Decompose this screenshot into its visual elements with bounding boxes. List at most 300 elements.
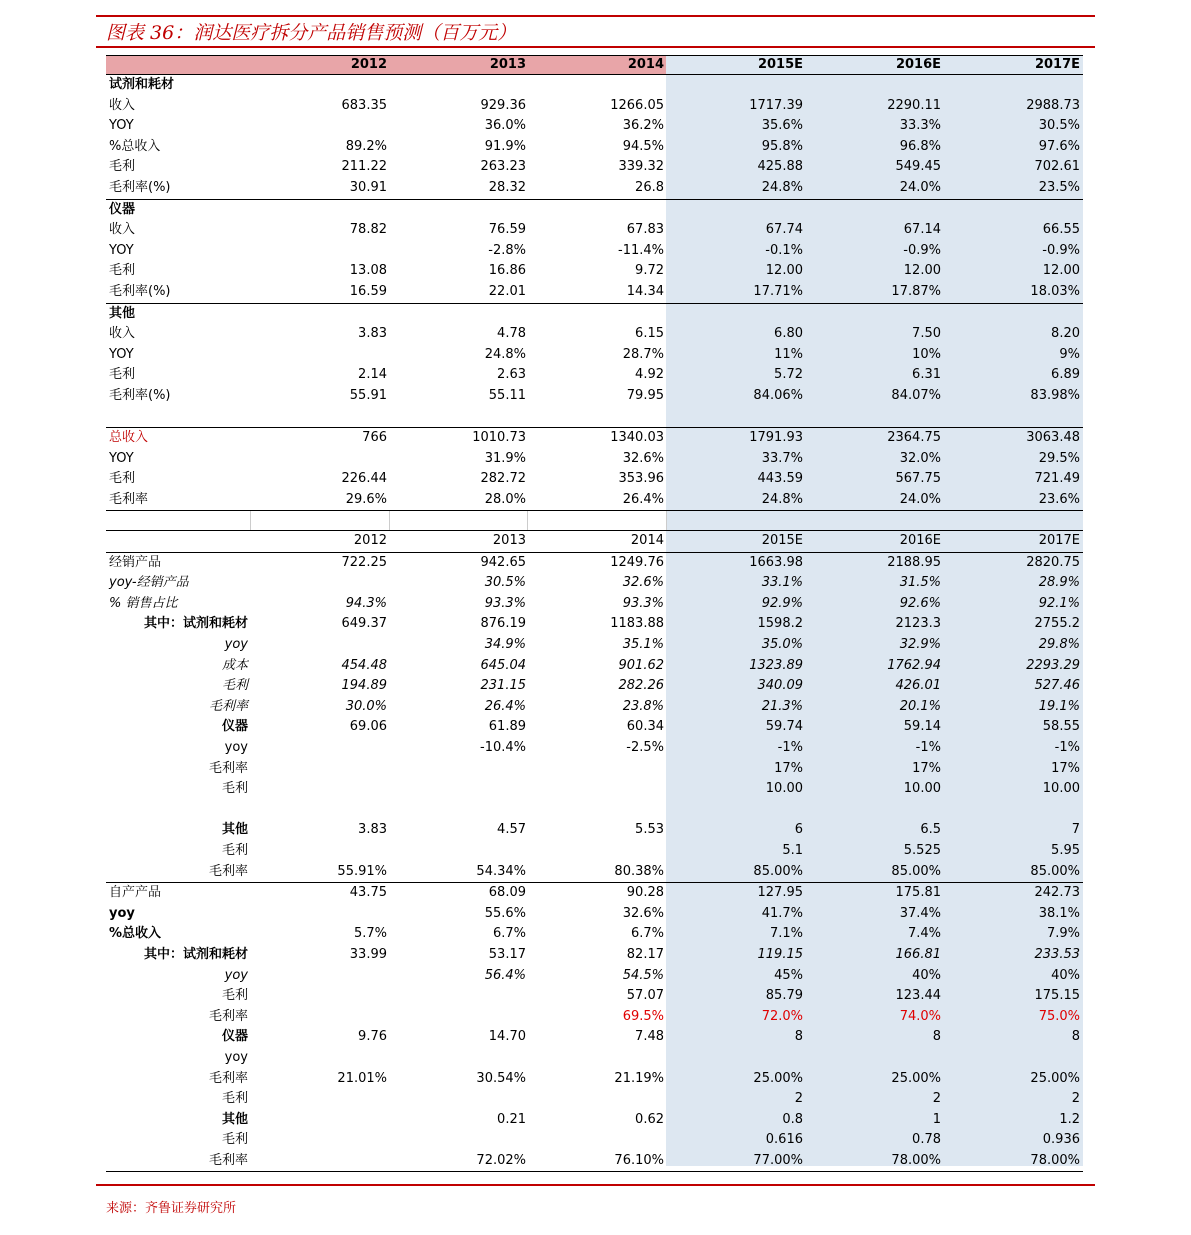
cell-value: 61.89 [488, 719, 526, 735]
cell-value: 67.83 [626, 222, 664, 238]
cell-value: 766 [362, 430, 387, 446]
cell-value: 85.00% [1030, 863, 1080, 879]
cell-value: 74.0% [899, 1008, 941, 1024]
cell-value: 0.21 [497, 1111, 526, 1127]
cell-value: 282.72 [480, 471, 526, 487]
cell-value: 4.57 [497, 822, 526, 838]
cell-value: 1598.2 [757, 616, 803, 632]
cell-value: 6.31 [912, 367, 941, 383]
cell-value: 26.4% [622, 491, 664, 507]
cell-value: 2013 [492, 533, 526, 549]
row-label: %总收入 [109, 926, 162, 942]
cell-value: 231.15 [480, 678, 526, 694]
cell-value: 40% [912, 967, 941, 983]
table-row [106, 656, 1083, 677]
cell-value: 3.83 [358, 822, 387, 838]
cell-value: 2 [1071, 1091, 1080, 1107]
table-row [106, 738, 1083, 759]
cell-value: 28.0% [484, 491, 526, 507]
cell-value: 9% [1059, 346, 1080, 362]
cell-value: 77.00% [753, 1152, 803, 1168]
cell-value: 22.01 [488, 283, 526, 299]
row-label: 毛利 [221, 988, 248, 1004]
cell-value: 23.8% [622, 698, 664, 714]
table-row [106, 220, 1083, 241]
row-label: 毛利 [221, 1132, 248, 1148]
table-row [106, 1130, 1083, 1151]
cell-value: 2293.29 [1026, 657, 1080, 673]
cell-value: 25.00% [753, 1070, 803, 1086]
cell-value: 30.5% [1038, 118, 1080, 134]
cell-value: 721.49 [1034, 471, 1080, 487]
cell-value: 1717.39 [749, 97, 803, 113]
cell-value: 54.5% [622, 967, 664, 983]
cell-value: 0.78 [912, 1132, 941, 1148]
cell-value: 1663.98 [749, 554, 803, 570]
table-row [106, 635, 1083, 656]
row-label: 仪器 [221, 1029, 248, 1045]
cell-value: 85.00% [753, 863, 803, 879]
table-row [106, 449, 1083, 470]
row-label: 其中：试剂和耗材 [143, 616, 248, 632]
row-label: 毛利 [109, 159, 136, 175]
cell-value: 35.1% [622, 637, 664, 653]
cell-value: 32.0% [899, 450, 941, 466]
cell-value: 38.1% [1038, 905, 1080, 921]
row-label: yoy-经销产品 [109, 575, 189, 591]
cell-value: 1323.89 [749, 657, 803, 673]
cell-value: 25.00% [891, 1070, 941, 1086]
row-label: YOY [109, 346, 134, 362]
cell-value: 3063.48 [1026, 430, 1080, 446]
cell-value: 2290.11 [887, 97, 941, 113]
table-row [106, 800, 1083, 821]
cell-value: 6.89 [1051, 367, 1080, 383]
section-divider [106, 510, 1083, 531]
cell-value: 1183.88 [610, 616, 664, 632]
cell-value: 92.9% [761, 595, 803, 611]
cell-value: 7.4% [907, 926, 941, 942]
cell-value: 16.59 [349, 283, 387, 299]
cell-value: 59.14 [903, 719, 941, 735]
table-row [106, 966, 1083, 987]
cell-value: 2820.75 [1026, 554, 1080, 570]
cell-value: 527.46 [1034, 678, 1080, 694]
cell-value: 2.63 [497, 367, 526, 383]
cell-value: 36.0% [484, 118, 526, 134]
table-row [106, 490, 1083, 511]
row-label: yoy [109, 905, 135, 921]
table-row [106, 553, 1083, 574]
row-label: %总收入 [109, 138, 161, 154]
header-row [106, 55, 1083, 75]
table-row [106, 304, 1083, 325]
cell-value: 11% [774, 346, 803, 362]
cell-value: 28.32 [488, 179, 526, 195]
cell-value: 10.00 [1042, 781, 1080, 797]
row-label: 毛利率 [208, 1070, 248, 1086]
divider-cell [106, 511, 667, 530]
cell-value: 353.96 [618, 471, 664, 487]
cell-value: 1249.76 [610, 554, 664, 570]
row-label: 毛利率(%) [109, 179, 171, 195]
table-row [106, 779, 1083, 800]
table-row [106, 261, 1083, 282]
cell-value: 85.79 [765, 988, 803, 1004]
table-row [106, 862, 1083, 884]
row-label: 毛利 [221, 1091, 248, 1107]
cell-value: 6.7% [492, 926, 526, 942]
table-row [106, 386, 1083, 407]
cell-value: 54.34% [476, 863, 526, 879]
table-row [106, 924, 1083, 945]
cell-value: 1 [932, 1111, 941, 1127]
cell-value: 175.81 [895, 885, 941, 901]
cell-value: 19.1% [1038, 698, 1080, 714]
row-label: 成本 [221, 657, 248, 673]
table-row [106, 75, 1083, 96]
cell-value: 24.0% [899, 491, 941, 507]
top-rule-lower [96, 46, 1095, 48]
cell-value: 72.02% [476, 1152, 526, 1168]
table-row [106, 945, 1083, 966]
row-label: YOY [109, 118, 134, 134]
cell-value: 32.6% [622, 575, 664, 591]
cell-value: 97.6% [1038, 138, 1080, 154]
cell-value: 263.23 [480, 159, 526, 175]
cell-value: 211.22 [341, 159, 387, 175]
cell-value: 95.8% [761, 138, 803, 154]
cell-value: 9.76 [358, 1029, 387, 1045]
cell-value: 2123.3 [895, 616, 941, 632]
row-label: 总收入 [109, 430, 149, 446]
cell-value: 2017E [1038, 533, 1080, 549]
cell-value: 226.44 [341, 471, 387, 487]
table-row [106, 676, 1083, 697]
cell-value: 12.00 [1042, 263, 1080, 279]
cell-value: 2014 [630, 533, 664, 549]
cell-value: 123.44 [895, 988, 941, 1004]
table-row [106, 428, 1083, 449]
row-label: 毛利 [221, 678, 248, 694]
row-label: 毛利 [109, 367, 136, 383]
cell-value: 1010.73 [472, 430, 526, 446]
cell-value: 35.0% [761, 637, 803, 653]
cell-value: 23.5% [1038, 179, 1080, 195]
cell-value: 10.00 [903, 781, 941, 797]
row-label: 其中：试剂和耗材 [143, 946, 248, 962]
cell-value: 5.525 [903, 842, 941, 858]
table-row [106, 1151, 1083, 1173]
cell-value: 69.06 [349, 719, 387, 735]
table-row [106, 407, 1083, 429]
cell-value: 31.5% [899, 575, 941, 591]
row-label: 毛利率(%) [109, 387, 171, 403]
cell-value: 29.8% [1038, 637, 1080, 653]
bottom-rule [96, 1184, 1095, 1186]
table-row [106, 200, 1083, 221]
cell-value: 7 [1071, 822, 1080, 838]
cell-value: -0.9% [903, 242, 941, 258]
cell-value: -1% [915, 740, 941, 755]
cell-value: 2.14 [358, 367, 387, 383]
cell-value: 28.9% [1038, 575, 1080, 591]
table-row [106, 614, 1083, 635]
cell-value: 876.19 [480, 616, 526, 632]
cell-value: 17.87% [891, 283, 941, 299]
row-label: 毛利 [221, 781, 248, 797]
cell-value: 78.00% [1030, 1152, 1080, 1168]
cell-value: 79.95 [626, 387, 664, 403]
cell-value: 24.8% [761, 179, 803, 195]
cell-value: 37.4% [899, 905, 941, 921]
cell-value: 1762.94 [887, 657, 941, 673]
cell-value: 72.0% [761, 1008, 803, 1024]
cell-value: 0.8 [782, 1111, 803, 1127]
cell-value: 722.25 [341, 554, 387, 570]
cell-value: 17% [1051, 760, 1080, 776]
cell-value: 4.78 [497, 326, 526, 342]
cell-value: 55.11 [488, 387, 526, 403]
cell-value: 33.1% [761, 575, 803, 591]
table-row [106, 365, 1083, 386]
table-row [106, 697, 1083, 718]
table-row [106, 1027, 1083, 1048]
cell-value: 12.00 [765, 263, 803, 279]
cell-value: 91.9% [484, 138, 526, 154]
table-row [106, 116, 1083, 137]
cell-value: 40% [1051, 967, 1080, 983]
cell-value: 45% [774, 967, 803, 983]
cell-value: 16.86 [488, 263, 526, 279]
cell-value: 31.9% [484, 450, 526, 466]
row-label: yoy [224, 967, 248, 983]
cell-value: 5.53 [635, 822, 664, 838]
cell-value: 5.1 [782, 842, 803, 858]
header-year: 2013 [489, 57, 526, 72]
cell-value: 3.83 [358, 326, 387, 342]
cell-value: 1.2 [1059, 1111, 1080, 1127]
cell-value: -2.8% [488, 242, 526, 258]
cell-value: 17% [774, 760, 803, 776]
cell-value: 6.7% [630, 926, 664, 942]
cell-value: 14.70 [488, 1029, 526, 1045]
cell-value: 2015E [761, 533, 803, 549]
cell-value: 57.07 [626, 988, 664, 1004]
cell-value: 0.62 [635, 1111, 664, 1127]
row-label: yoy [224, 740, 248, 755]
table-row [106, 282, 1083, 304]
row-label: YOY [109, 242, 134, 258]
cell-value: 78.00% [891, 1152, 941, 1168]
cell-value: 36.2% [622, 118, 664, 134]
cell-value: 2016E [899, 533, 941, 549]
row-label: 毛利率 [208, 1152, 248, 1168]
header-year: 2012 [350, 57, 387, 72]
table-row [106, 717, 1083, 738]
cell-value: 127.95 [757, 885, 803, 901]
cell-value: 66.55 [1042, 222, 1080, 238]
cell-value: 13.08 [349, 263, 387, 279]
cell-value: 85.00% [891, 863, 941, 879]
cell-value: 6.80 [774, 326, 803, 342]
row-label: 试剂和耗材 [109, 77, 175, 92]
cell-value: 7.50 [912, 326, 941, 342]
cell-value: 702.61 [1034, 159, 1080, 175]
cell-value: 96.8% [899, 138, 941, 154]
cell-value: 78.82 [349, 222, 387, 238]
row-label: 仪器 [109, 201, 136, 217]
cell-value: 683.35 [341, 97, 387, 113]
cell-value: 93.3% [484, 595, 526, 611]
header-year: 2016E [895, 57, 941, 72]
cell-value: 2012 [353, 533, 387, 549]
cell-value: 175.15 [1034, 988, 1080, 1004]
cell-value: 942.65 [480, 554, 526, 570]
table-row [106, 96, 1083, 117]
cell-value: 282.26 [618, 678, 664, 694]
table-row [106, 1089, 1083, 1110]
cell-value: 34.9% [484, 637, 526, 653]
cell-value: 33.99 [349, 946, 387, 962]
cell-value: 76.10% [614, 1152, 664, 1168]
cell-value: 2755.2 [1034, 616, 1080, 632]
table-row [106, 759, 1083, 780]
cell-value: 1340.03 [610, 430, 664, 446]
cell-value: 426.01 [895, 678, 941, 694]
cell-value: 21.01% [337, 1070, 387, 1086]
table-row [106, 1110, 1083, 1131]
cell-value: 60.34 [626, 719, 664, 735]
cell-value: 6.15 [635, 326, 664, 342]
cell-value: 2988.73 [1026, 97, 1080, 113]
cell-value: 14.34 [626, 283, 664, 299]
cell-value: 76.59 [488, 222, 526, 238]
cell-value: -2.5% [626, 740, 664, 755]
table-row [106, 1007, 1083, 1028]
cell-value: 67.14 [903, 222, 941, 238]
row-label: 毛利 [109, 263, 136, 279]
cell-value: 549.45 [895, 159, 941, 175]
header-year: 2015E [757, 57, 803, 72]
table-row [106, 1048, 1083, 1069]
cell-value: 649.37 [341, 616, 387, 632]
cell-value: 21.3% [761, 698, 803, 714]
cell-value: 55.91% [337, 863, 387, 879]
cell-value: 17.71% [753, 283, 803, 299]
cell-value: 18.03% [1030, 283, 1080, 299]
cell-value: 59.74 [765, 719, 803, 735]
cell-value: 92.1% [1038, 595, 1080, 611]
forecast-table [106, 75, 1083, 1172]
table-row [106, 573, 1083, 594]
cell-value: 9.72 [635, 263, 664, 279]
cell-value: 43.75 [349, 885, 387, 901]
header-year: 2017E [1034, 57, 1080, 72]
row-label: yoy [224, 637, 248, 653]
cell-value: 24.0% [899, 179, 941, 195]
cell-value: -10.4% [480, 740, 526, 755]
cell-value: 41.7% [761, 905, 803, 921]
cell-value: 93.3% [622, 595, 664, 611]
cell-value: 30.54% [476, 1070, 526, 1086]
cell-value: -1% [777, 740, 803, 755]
cell-value: 75.0% [1038, 1008, 1080, 1024]
row-label: 经销产品 [109, 554, 162, 570]
cell-value: 8 [794, 1029, 803, 1045]
cell-value: 567.75 [895, 471, 941, 487]
cell-value: -1% [1054, 740, 1080, 755]
cell-value: 58.55 [1042, 719, 1080, 735]
cell-value: 5.7% [353, 926, 387, 942]
cell-value: 7.1% [769, 926, 803, 942]
table-row [106, 986, 1083, 1007]
cell-value: 26.4% [484, 698, 526, 714]
cell-value: 10% [912, 346, 941, 362]
cell-value: 33.7% [761, 450, 803, 466]
row-label: 毛利率 [208, 1008, 248, 1024]
cell-value: 2364.75 [887, 430, 941, 446]
row-label: yoy [224, 1049, 248, 1065]
row-label: 毛利率 [208, 863, 248, 879]
cell-value: 8 [1071, 1029, 1080, 1045]
row-label: 毛利 [109, 471, 136, 487]
cell-value: 92.6% [899, 595, 941, 611]
row-label: 毛利率(%) [109, 283, 171, 299]
cell-value: 32.6% [622, 450, 664, 466]
cell-value: -11.4% [618, 242, 664, 258]
table-row [106, 594, 1083, 615]
table-row [106, 841, 1083, 862]
cell-value: 56.4% [484, 967, 526, 983]
cell-value: 53.17 [488, 946, 526, 962]
table-row [106, 324, 1083, 345]
figure-title: 图表 36：润达医疗拆分产品销售预测（百万元） [106, 22, 517, 44]
table-row [106, 820, 1083, 841]
table-row [106, 883, 1083, 904]
row-label: % 销售占比 [109, 595, 178, 611]
table-row [106, 157, 1083, 178]
row-label: 收入 [109, 222, 136, 238]
row-label: 仪器 [221, 719, 248, 735]
source-note: 来源：齐鲁证券研究所 [106, 1201, 237, 1216]
cell-value: 26.8 [635, 179, 664, 195]
cell-value: 17% [912, 760, 941, 776]
cell-value: 89.2% [345, 138, 387, 154]
table-row [106, 178, 1083, 200]
cell-value: 12.00 [903, 263, 941, 279]
cell-value: 68.09 [488, 885, 526, 901]
cell-value: 425.88 [757, 159, 803, 175]
cell-value: 119.15 [757, 946, 803, 962]
cell-value: 0.936 [1042, 1132, 1080, 1148]
cell-value: 2 [794, 1091, 803, 1107]
row-label: 其他 [221, 822, 248, 838]
cell-value: 30.5% [484, 575, 526, 591]
cell-value: 69.5% [622, 1008, 664, 1024]
cell-value: 340.09 [757, 678, 803, 694]
table-row [106, 137, 1083, 158]
cell-value: 454.48 [341, 657, 387, 673]
cell-value: -0.1% [765, 242, 803, 258]
top-rule-upper [96, 15, 1095, 17]
row-label: 收入 [109, 97, 136, 113]
cell-value: 6.5 [920, 822, 941, 838]
table-row [106, 904, 1083, 925]
cell-value: 10.00 [765, 781, 803, 797]
cell-value: 21.19% [614, 1070, 664, 1086]
cell-value: 5.72 [774, 367, 803, 383]
